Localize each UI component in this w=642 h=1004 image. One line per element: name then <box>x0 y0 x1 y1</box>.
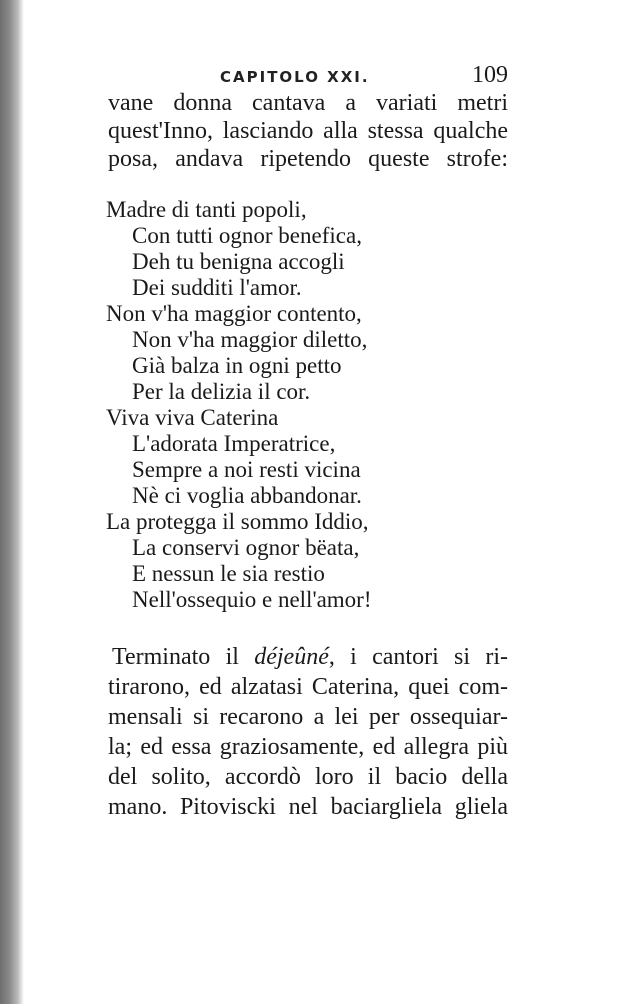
closing-line: tirarono, ed alzatasi Caterina, quei com- <box>108 674 508 700</box>
verse-line: Non v'ha maggior diletto, <box>132 327 368 352</box>
intro-line: posa, andava ripetendo queste strofe: <box>108 146 508 172</box>
verse-line: Nè ci voglia abbandonar. <box>132 483 362 508</box>
closing-line: del solito, accordò loro il bacio della <box>108 764 508 790</box>
verse-line: Nell'ossequio e nell'amor! <box>132 587 372 612</box>
intro-line: vane donna cantava a variati metri <box>108 90 508 116</box>
dejeune-italic: déjeûné <box>254 644 329 670</box>
running-title: CAPITOLO XXI. <box>220 68 370 86</box>
verse-line: E nessun le sia restio <box>132 561 325 586</box>
closing-line: mano. Pitoviscki nel baciargliela gliela <box>108 794 508 820</box>
closing-line-first <box>112 642 508 673</box>
intro-line: quest'Inno, lasciando alla stessa qualche <box>108 118 508 144</box>
verse-line: Sempre a noi resti vicina <box>132 457 361 482</box>
verse-line: Viva viva Caterina <box>106 405 279 430</box>
verse-line: L'adorata Imperatrice, <box>132 431 336 456</box>
verse-line: Dei sudditi l'amor. <box>132 275 302 300</box>
verse-line: Per la delizia il cor. <box>132 379 311 404</box>
page-number: 109 <box>472 62 508 88</box>
verse-line: La protegga il sommo Iddio, <box>106 509 369 534</box>
book-spine-shadow <box>0 0 24 1004</box>
closing-line: la; ed essa graziosamente, ed allegra più <box>108 734 508 760</box>
verse-line: Già balza in ogni petto <box>132 353 342 378</box>
verse-line: La conservi ognor bëata, <box>132 535 360 560</box>
verse-line: Madre di tanti popoli, <box>106 197 307 222</box>
verse-line: Deh tu benigna accogli <box>132 249 345 274</box>
closing-line: mensali si recarono a lei per ossequiar- <box>108 704 508 730</box>
verse-line: Con tutti ognor benefica, <box>132 223 362 248</box>
closing-line-start: Terminato il <box>112 644 255 670</box>
verse-line: Non v'ha maggior contento, <box>106 301 362 326</box>
closing-line-end: , i cantori si ri- <box>328 644 508 670</box>
